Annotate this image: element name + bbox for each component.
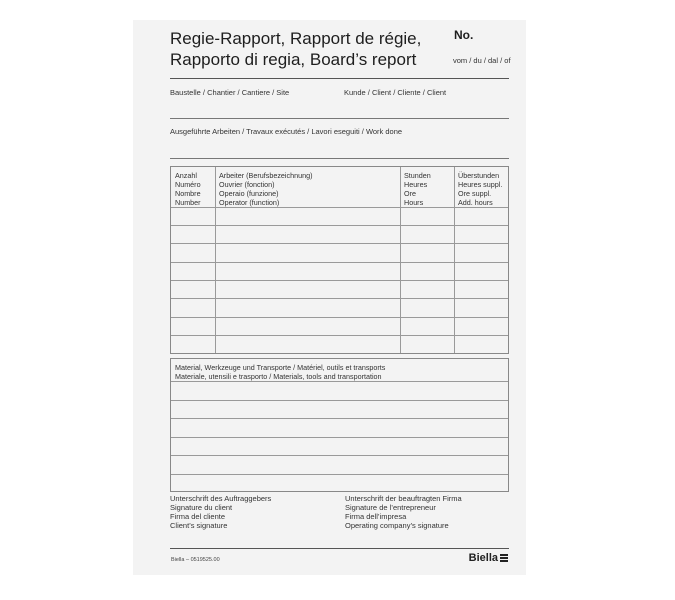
table-row[interactable] [171,474,508,475]
table-row[interactable] [171,207,508,208]
company-signature-label: Unterschrift der beauftragten Firma Signature de l’entrepreneur Firma dell’impresa Operating company’s signature [345,494,462,530]
table-row[interactable] [171,437,508,438]
table-row[interactable] [171,243,508,244]
column-header-hours: Stunden Heures Ore Hours [404,171,431,207]
report-form [133,20,526,575]
footer-divider [170,548,509,549]
number-label: No. [454,28,474,42]
work-done-label: Ausgeführte Arbeiten / Travaux exécutés / Lavori eseguiti / Work done [170,127,403,136]
site-client-divider [170,118,509,119]
table-row[interactable] [171,225,508,226]
form-title-line-2: Rapporto di regia, Board’s report [170,50,417,69]
material-table-header: Material, Werkzeuge und Transporte / Matériel, outils et transports Materiale, utensili e trasporto / Materials, tools and transportation [175,363,386,381]
table-row[interactable] [171,400,508,401]
table-row[interactable] [171,317,508,318]
column-header-number: Anzahl Numéro Nombre Number [175,171,201,207]
table-row[interactable] [171,298,508,299]
work-done-divider [170,158,509,159]
table-row[interactable] [171,280,508,281]
table-row[interactable] [171,455,508,456]
table-row[interactable] [171,262,508,263]
title-divider [170,78,509,79]
client-label: Kunde / Client / Cliente / Client [344,88,447,97]
table-row[interactable] [171,335,508,336]
site-label: Baustelle / Chantier / Cantiere / Site [170,88,290,97]
brand-logo: Biella [468,552,498,564]
brand-logo-icon [500,554,508,562]
column-header-worker: Arbeiter (Berufsbezeichnung) Ouvrier (fonction) Operaio (funzione) Operator (function) [219,171,313,207]
material-table [170,358,509,492]
table-row[interactable] [171,381,508,382]
table-row[interactable] [171,418,508,419]
form-title-line-1: Regie-Rapport, Rapport de régie, [170,29,422,48]
product-code: Biella – 0519525.00 [171,557,220,563]
client-signature-label: Unterschrift des Auftraggebers Signature du client Firma del cliente Client’s signature [170,494,272,530]
workers-table [170,166,509,354]
column-header-overtime: Überstunden Heures suppl. Ore suppl. Add. hours [458,171,503,207]
date-label: vom / du / dal / of [453,56,511,65]
